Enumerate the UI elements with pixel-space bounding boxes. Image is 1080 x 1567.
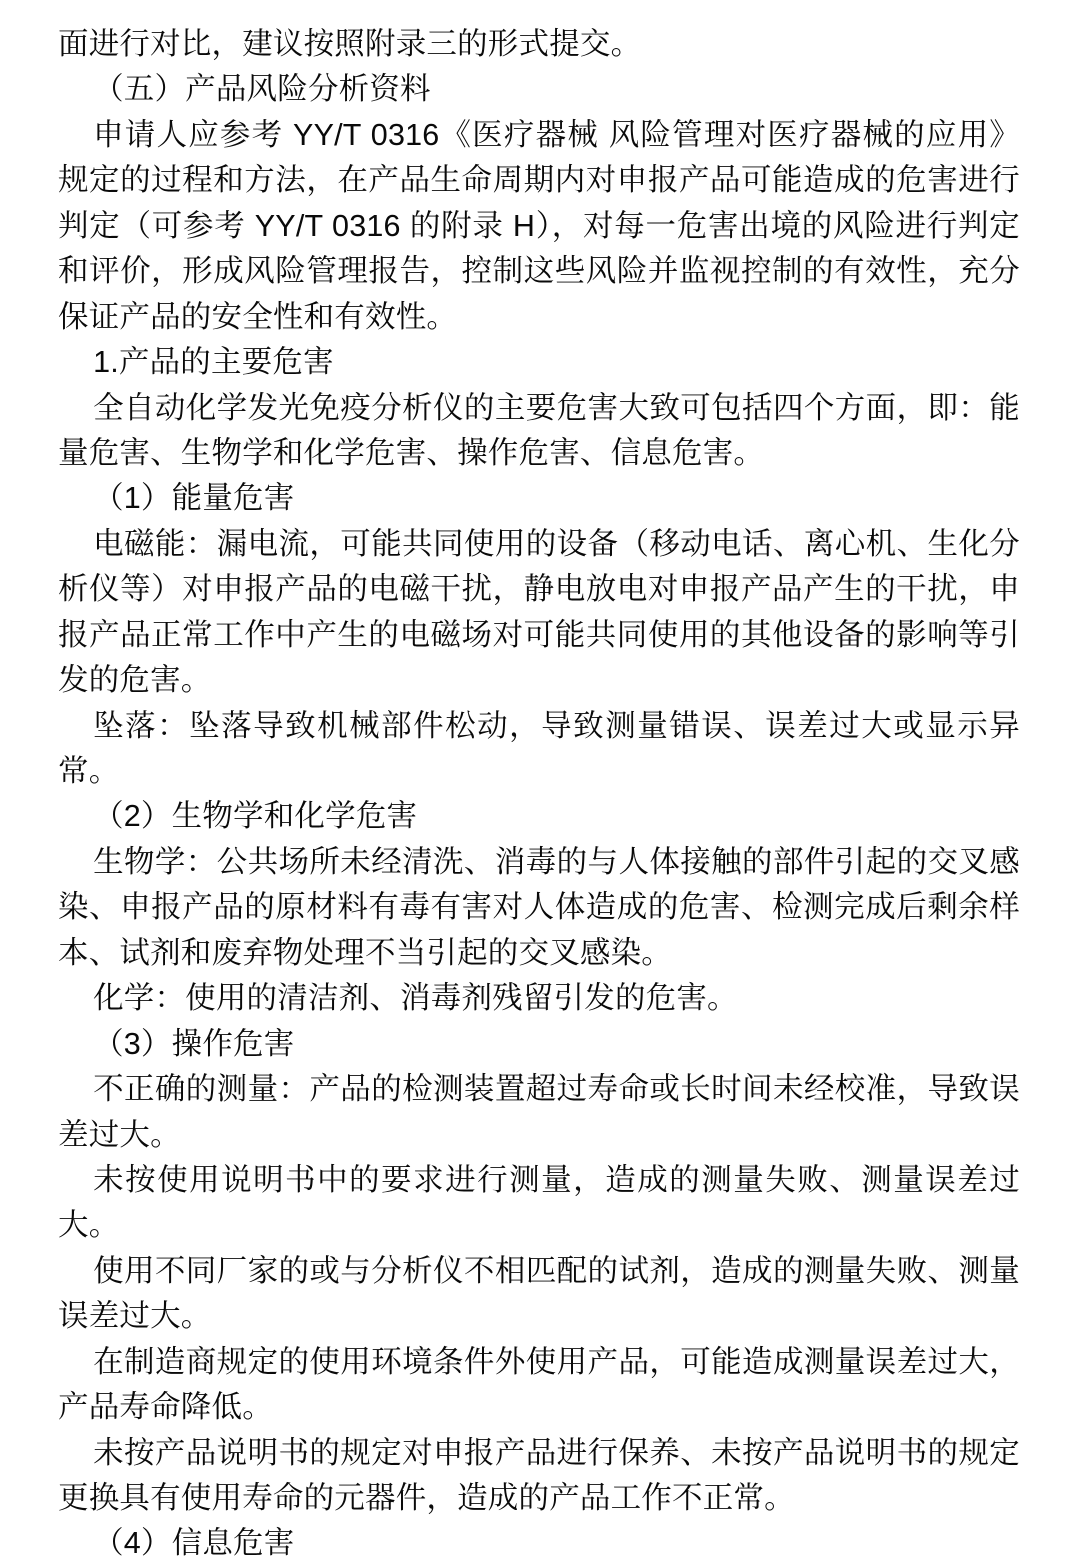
paragraph: 坠落：坠落导致机械部件松动，导致测量错误、误差过大或显示异常。 xyxy=(58,708,1020,788)
paragraph: 面进行对比，建议按照附录三的形式提交。 xyxy=(58,27,642,61)
paragraph: 生物学：公共场所未经清洗、消毒的与人体接触的部件引起的交叉感染、申报产品的原材料有毒有害对人体造成的危害、检测完成后剩余样本、试剂和废弃物处理不当引起的交叉感染。 xyxy=(58,844,1020,970)
paragraph-heading-energy: （1）能量危害 xyxy=(93,481,295,516)
paragraph-heading-operation: （3）操作危害 xyxy=(93,1026,295,1061)
paragraph: 化学：使用的清洁剂、消毒剂残留引发的危害。 xyxy=(93,981,738,1016)
paragraph: 全自动化学发光免疫分析仪的主要危害大致可包括四个方面，即：能量危害、生物学和化学危害、操作危害、信息危害。 xyxy=(58,390,1020,470)
paragraph: 申请人应参考 YY/T 0316《医疗器械 风险管理对医疗器械的应用》规定的过程和方法，在产品生命周期内对申报产品可能造成的危害进行判定（可参考 YY/T 0316 的附录 H），对每一危害出境的风险进行判定和评价，形成风险管理报告，控制这些风险并监视控制的有效性，充分保证产品的安全性和有效性。 xyxy=(58,117,1020,334)
paragraph-heading-information: （4）信息危害 xyxy=(93,1526,295,1561)
paragraph: 在制造商规定的使用环境条件外使用产品，可能造成测量误差过大，产品寿命降低。 xyxy=(58,1344,1020,1425)
paragraph: 未按使用说明书中的要求进行测量，造成的测量失败、测量误差过大。 xyxy=(58,1162,1020,1243)
paragraph-heading-bio: （2）生物学和化学危害 xyxy=(93,799,418,834)
paragraph: 使用不同厂家的或与分析仪不相匹配的试剂，造成的测量失败、测量误差过大。 xyxy=(58,1253,1020,1334)
document-body xyxy=(58,22,1020,1567)
paragraph-heading-1: 1.产品的主要危害 xyxy=(93,345,334,380)
paragraph: 未按产品说明书的规定对申报产品进行保养、未按产品说明书的规定更换具有使用寿命的元器件，造成的产品工作不正常。 xyxy=(58,1435,1020,1515)
paragraph-heading-5: （五）产品风险分析资料 xyxy=(93,72,431,107)
paragraph: 电磁能：漏电流，可能共同使用的设备（移动电话、离心机、生化分析仪等）对申报产品的电磁干扰，静电放电对申报产品产生的干扰，申报产品正常工作中产生的电磁场对可能共同使用的其他设备的影响等引发的危害。 xyxy=(58,526,1020,698)
paragraph: 不正确的测量：产品的检测装置超过寿命或长时间未经校准，导致误差过大。 xyxy=(58,1072,1020,1152)
